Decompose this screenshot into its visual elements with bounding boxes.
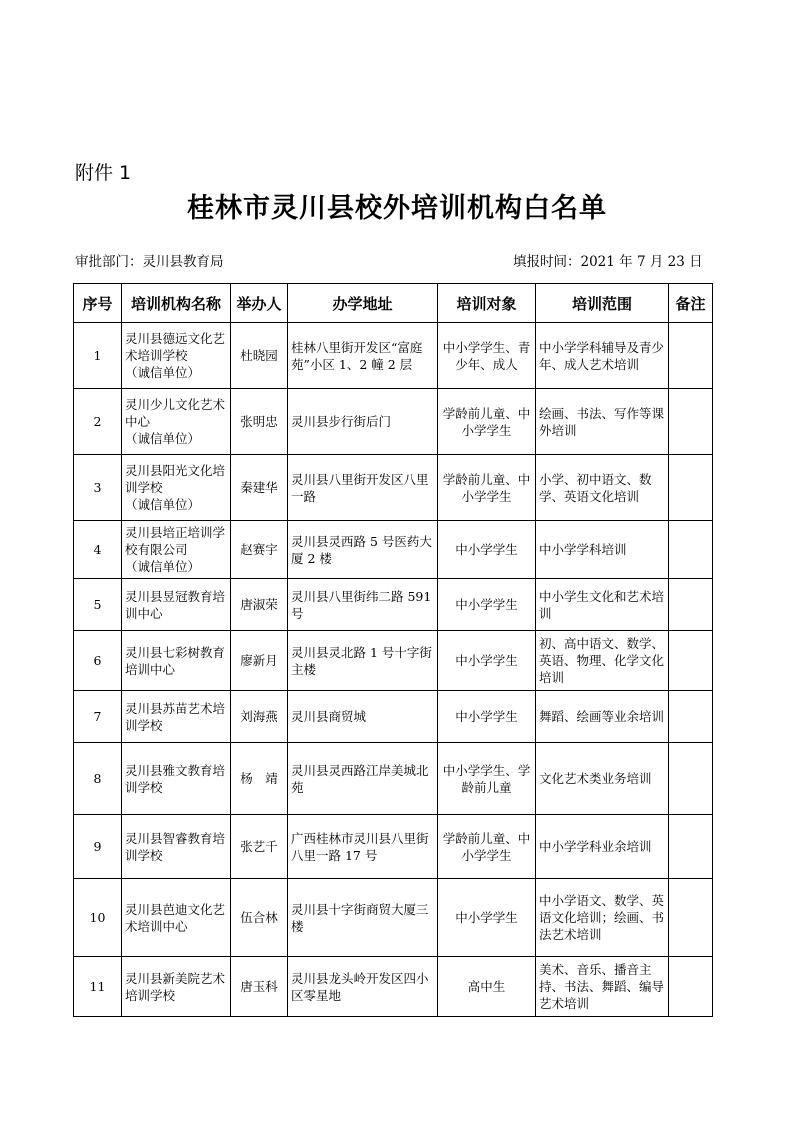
table-row bbox=[74, 815, 713, 879]
target-group: 中小学学生 bbox=[438, 879, 536, 957]
address: 灵川县商贸城 bbox=[288, 691, 438, 743]
host-name: 唐淑荣 bbox=[231, 579, 288, 631]
row-index: 1 bbox=[74, 323, 122, 389]
name-text: 灵川县七彩树教育培训中心 bbox=[125, 644, 226, 677]
host-name: 张艺千 bbox=[231, 815, 288, 879]
address: 灵川县十字街商贸大厦三楼 bbox=[288, 879, 438, 957]
institution-name bbox=[122, 743, 231, 815]
institution-name bbox=[122, 455, 231, 521]
table-row bbox=[74, 879, 713, 957]
address: 灵川县龙头岭开发区四小区零星地 bbox=[288, 957, 438, 1017]
note bbox=[669, 879, 713, 957]
training-scope: 美术、音乐、播音主持、书法、舞蹈、编导艺术培训 bbox=[536, 957, 669, 1017]
name-text: 灵川县德远文化艺术培训学校 bbox=[125, 331, 226, 363]
name-text: 灵川县昱冠教育培训中心 bbox=[125, 588, 226, 621]
name-text: 灵川县新美院艺术培训学校 bbox=[125, 970, 226, 1003]
institution-name bbox=[122, 815, 231, 879]
name-text: 灵川县芭迪文化艺术培训中心 bbox=[125, 901, 226, 934]
institution-name bbox=[122, 323, 231, 389]
row-index: 3 bbox=[74, 455, 122, 521]
host-name: 杜晓园 bbox=[231, 323, 288, 389]
target-group: 中小学学生 bbox=[438, 631, 536, 691]
training-scope: 小学、初中语文、数学、英语文化培训 bbox=[536, 455, 669, 521]
row-index: 7 bbox=[74, 691, 122, 743]
row-index: 4 bbox=[74, 521, 122, 579]
host-name: 赵赛宇 bbox=[231, 521, 288, 579]
credit-label: （诚信单位） bbox=[125, 559, 201, 574]
table-row bbox=[74, 691, 713, 743]
col-header-scope: 培训范围 bbox=[536, 284, 669, 323]
table-row bbox=[74, 579, 713, 631]
col-header-note: 备注 bbox=[669, 284, 713, 323]
address: 灵川县灵北路 1 号十字街主楼 bbox=[288, 631, 438, 691]
institution-table bbox=[73, 283, 713, 1017]
name-text: 灵川少儿文化艺术中心 bbox=[125, 397, 226, 429]
note bbox=[669, 815, 713, 879]
training-scope: 文化艺术类业务培训 bbox=[536, 743, 669, 815]
host-name: 刘海燕 bbox=[231, 691, 288, 743]
institution-name bbox=[122, 389, 231, 455]
address: 灵川县灵西路 5 号医药大厦 2 楼 bbox=[288, 521, 438, 579]
institution-name bbox=[122, 521, 231, 579]
host-name: 伍合林 bbox=[231, 879, 288, 957]
approval-department: 审批部门：灵川县教育局 bbox=[75, 254, 224, 270]
address: 桂林八里街开发区“富庭苑”小区 1、2 幢 2 层 bbox=[288, 323, 438, 389]
training-scope: 初、高中语文、数学、英语、物理、化学文化培训 bbox=[536, 631, 669, 691]
institution-name bbox=[122, 879, 231, 957]
target-group: 高中生 bbox=[438, 957, 536, 1017]
note bbox=[669, 521, 713, 579]
name-text: 灵川县培正培训学校有限公司 bbox=[125, 525, 226, 557]
row-index: 9 bbox=[74, 815, 122, 879]
training-scope: 中小学语文、数学、英语文化培训；绘画、书法艺术培训 bbox=[536, 879, 669, 957]
institution-name bbox=[122, 579, 231, 631]
target-group: 中小学学生 bbox=[438, 579, 536, 631]
table-row bbox=[74, 455, 713, 521]
table-header-row bbox=[74, 284, 713, 323]
target-group: 学龄前儿童、中小学学生 bbox=[438, 455, 536, 521]
target-group: 中小学学生 bbox=[438, 691, 536, 743]
col-header-target: 培训对象 bbox=[438, 284, 536, 323]
row-index: 10 bbox=[74, 879, 122, 957]
training-scope: 中小学生文化和艺术培训 bbox=[536, 579, 669, 631]
table-row bbox=[74, 631, 713, 691]
institution-name bbox=[122, 957, 231, 1017]
credit-label: （诚信单位） bbox=[125, 365, 201, 380]
col-header-name: 培训机构名称 bbox=[122, 284, 231, 323]
col-header-host: 举办人 bbox=[231, 284, 288, 323]
note bbox=[669, 323, 713, 389]
host-name: 唐玉科 bbox=[231, 957, 288, 1017]
row-index: 6 bbox=[74, 631, 122, 691]
target-group: 学龄前儿童、中小学学生 bbox=[438, 389, 536, 455]
address: 灵川县步行街后门 bbox=[288, 389, 438, 455]
host-name: 张明忠 bbox=[231, 389, 288, 455]
training-scope: 中小学学科业余培训 bbox=[536, 815, 669, 879]
note bbox=[669, 743, 713, 815]
address: 灵川县八里街开发区八里一路 bbox=[288, 455, 438, 521]
name-text: 灵川县雅文教育培训学校 bbox=[125, 762, 226, 795]
name-text: 灵川县阳光文化培训学校 bbox=[125, 463, 226, 495]
row-index: 8 bbox=[74, 743, 122, 815]
table-row bbox=[74, 323, 713, 389]
note bbox=[669, 579, 713, 631]
address: 广西桂林市灵川县八里街八里一路 17 号 bbox=[288, 815, 438, 879]
target-group: 中小学学生、学龄前儿童 bbox=[438, 743, 536, 815]
institution-name bbox=[122, 691, 231, 743]
document-title: 桂林市灵川县校外培训机构白名单 bbox=[187, 193, 607, 224]
address: 灵川县灵西路江岸美城北苑 bbox=[288, 743, 438, 815]
training-scope: 中小学学科辅导及青少年、成人艺术培训 bbox=[536, 323, 669, 389]
training-scope: 中小学学科培训 bbox=[536, 521, 669, 579]
target-group: 学龄前儿童、中小学学生 bbox=[438, 815, 536, 879]
institution-name bbox=[122, 631, 231, 691]
attachment-label: 附件 1 bbox=[75, 162, 132, 184]
target-group: 中小学学生 bbox=[438, 521, 536, 579]
host-name: 秦建华 bbox=[231, 455, 288, 521]
row-index: 2 bbox=[74, 389, 122, 455]
row-index: 11 bbox=[74, 957, 122, 1017]
row-index: 5 bbox=[74, 579, 122, 631]
target-group: 中小学学生、青少年、成人 bbox=[438, 323, 536, 389]
note bbox=[669, 631, 713, 691]
credit-label: （诚信单位） bbox=[125, 497, 201, 512]
training-scope: 绘画、书法、写作等课外培训 bbox=[536, 389, 669, 455]
note bbox=[669, 957, 713, 1017]
fill-date: 填报时间：2021 年 7 月 23 日 bbox=[513, 254, 703, 270]
name-text: 灵川县苏苗艺术培训学校 bbox=[125, 700, 226, 733]
table-row bbox=[74, 957, 713, 1017]
note bbox=[669, 455, 713, 521]
col-header-address: 办学地址 bbox=[288, 284, 438, 323]
note bbox=[669, 389, 713, 455]
host-name: 杨 靖 bbox=[231, 743, 288, 815]
table-row bbox=[74, 743, 713, 815]
credit-label: （诚信单位） bbox=[125, 431, 201, 446]
table-row bbox=[74, 521, 713, 579]
col-header-index: 序号 bbox=[74, 284, 122, 323]
table-row bbox=[74, 389, 713, 455]
name-text: 灵川县智睿教育培训学校 bbox=[125, 830, 226, 863]
host-name: 廖新月 bbox=[231, 631, 288, 691]
training-scope: 舞蹈、绘画等业余培训 bbox=[536, 691, 669, 743]
note bbox=[669, 691, 713, 743]
address: 灵川县八里街纬二路 591 号 bbox=[288, 579, 438, 631]
